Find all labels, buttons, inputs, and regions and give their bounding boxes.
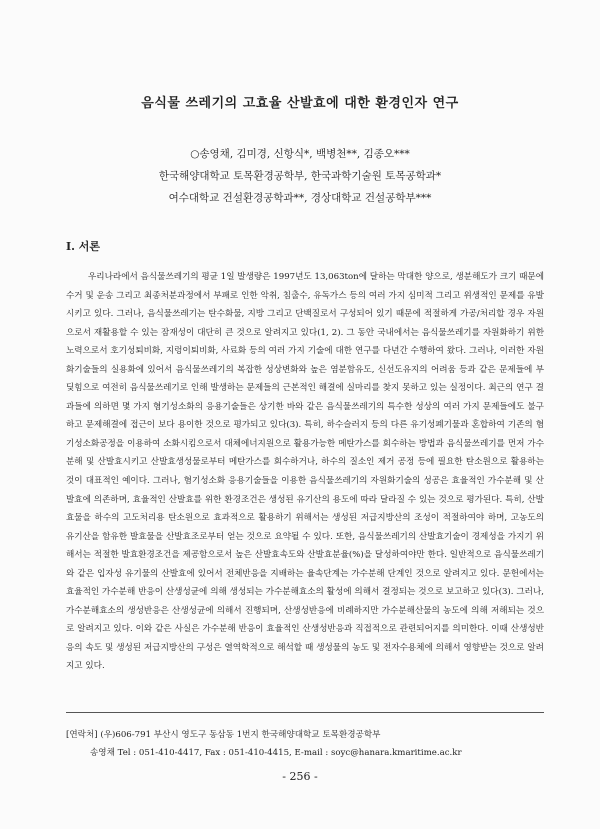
section-heading: I. 서론 xyxy=(66,240,101,253)
paper-title: 음식물 쓰레기의 고효율 산발효에 대한 환경인자 연구 xyxy=(141,96,459,111)
author-list: ○송영채, 김미경, 신항식*, 백병천**, 김종오*** xyxy=(190,148,410,160)
affiliation-line-2: 여수대학교 건설환경공학과**, 경상대학교 건설공학부*** xyxy=(168,192,432,204)
body-paragraph: 우리나라에서 음식물쓰레기의 평균 1일 발생량은 1997년도 13,063ton에 달하는 막대한 양으로, 생분해도가 크기 때문에 수거 및 운송 그리고 최종처분과정에서 부패로 인한 악취, 침출수, 유독가스 등의 여러 가지 심미적 그리고 위생적인 문제를 유발시키고 있다. 그러나, 음식물쓰레기는 탄수화물, 지방 그리고 단백질로서 구성되어 있기 때문에 적절하게 가공/처리할 경우 자원으로서 재활용할 수 있는 잠재성이 대단히 큰 것으로 알려지고 있다(1, 2). 그 동안 국내에서는 음식물쓰레기를 자원화하기 위한 노력으로서 호기성퇴비화, 지렁이퇴비화, 사료화 등의 여러 가지 기술에 대한 연구를 다년간 수행하여 왔다. 그러나, 이러한 자원화기술들의 실용화에 있어서 음식물쓰레기의 복잡한 성상변화와 높은 염분함유도, 신선도유지의 어려움 등과 같은 문제들에 부딪힘으로 여전히 음식물쓰레기로 인해 발생하는 문제들의 근본적인 해결에 실마리를 찾지 못하고 있는 실정이다. 최근의 연구 결과들에 의하면 몇 가지 혐기성소화의 응용기술들은 상기한 바와 같은 음식물쓰레기의 특수한 성상의 여러 가지 문제들에도 불구하고 문제해결에 접근이 보다 용이한 것으로 평가되고 있다(3). 특히, 하수슬러지 등의 다른 유기성폐기물과 혼합하여 기존의 혐기성소화공정을 이용하여 소화시킴으로서 대체에너지원으로 활용가능한 메탄가스를 회수하는 방법과 음식물쓰레기를 먼저 가수분해 및 산발효시키고 산발효생성물로부터 메탄가스를 회수하거나, 하수의 질소인 제거 공정 등에 필요한 탄소원으로 활용하는 것이 대표적인 예이다. 그러나, 혐기성소화 응용기술들을 이용한 음식물쓰레기의 자원화기술의 성공은 효율적인 가수분해 및 산발효에 의존하며, 효율적인 산발효를 위한 환경조건은 생성된 유기산의 용도에 따라 달라질 수 있는 것으로 평가된다. 특히, 산발효물을 하수의 고도처리용 탄소원으로 효과적으로 활용하기 위해서는 생성된 저급지방산의 조성이 적절하여야 하며, 고농도의 유기산을 함유한 발효물을 산발효조로부터 얻는 것으로 요약될 수 있다. 또한, 음식물쓰레기의 산발효기술이 경제성을 가지기 위해서는 적절한 발효환경조건을 제공함으로서 높은 산발효속도와 산발효분율(%)을 달성하여야만 한다. 일반적으로 음식물쓰레기와 같은 입자성 유기물의 산발효에 있어서 전체반응을 지배하는 율속단계는 가수분해 단계인 것으로 알려지고 있다. 문헌에서는 효율적인 가수분해 반응이 산생성균에 의해 생성되는 가수분해효소의 활성에 의해서 결정되는 것으로 보고하고 있다(3). 그러나, 가수분해효소의 생성반응은 산생성균에 의해서 진행되며, 산생성반응에 비례하지만 가수분해산물의 농도에 의해 저해되는 것으로 알려지고 있다. 이와 같은 사실은 가수분해 반응이 효율적인 산생성반응과 직접적으로 관련되어지를 의미한다. 이때 산생성반응의 속도 및 생성된 저급지방산의 구성은 열역학적으로 해석할 때 생성물의 농도 및 전자수용체에 의해서 영향받는 것으로 알려지고 있다. xyxy=(66,272,544,672)
affiliation-line-1: 한국해양대학교 토목환경공학부, 한국과학기술원 토목공학과* xyxy=(158,170,442,182)
footnote-divider xyxy=(66,712,544,713)
page-number: - 256 - xyxy=(282,770,318,783)
footnote-contact-address: [연락처] (우)606-791 부산시 영도구 동삼동 1번지 한국해양대학교 토목환경공학부 xyxy=(66,730,381,740)
footnote-contact-details: 송영채 Tel : 051-410-4417, Fax : 051-410-4415, E-mail : soyc@hanara.kmaritime.ac.kr xyxy=(90,748,462,758)
